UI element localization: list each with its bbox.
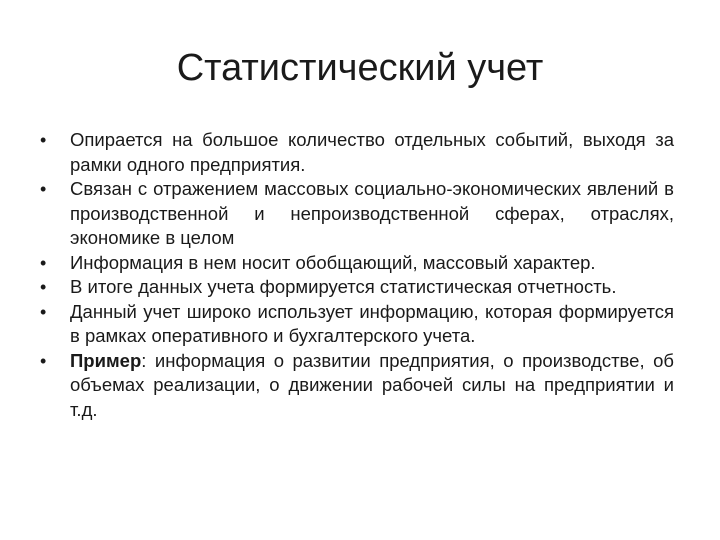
bullet-text: В итоге данных учета формируется статистическая отчетность. — [70, 276, 617, 297]
bullet-text: Опирается на большое количество отдельных событий, выходя за рамки одного предприятия. — [70, 129, 674, 175]
bullet-marker: • — [40, 350, 47, 371]
bullet-marker: • — [40, 301, 47, 322]
bullet-marker: • — [40, 252, 47, 273]
bullet-marker: • — [40, 277, 47, 297]
example-text: : информация о развитии предприятия, о производстве, об объемах реализации, о движении рабочей силы на предприятии и т.д. — [70, 349, 674, 420]
bullet-item — [38, 177, 674, 251]
example-term: Пример — [70, 349, 142, 371]
bullet-item — [38, 275, 674, 300]
slide-title: Статистический учет — [176, 47, 544, 89]
bullet-text — [70, 349, 674, 423]
bullet-item — [38, 349, 674, 423]
bullet-item — [38, 300, 674, 349]
bullet-item — [38, 251, 674, 276]
bullet-list — [38, 128, 674, 422]
bullet-text: Информация в нем носит обобщающий, массовый характер. — [70, 251, 596, 273]
bullet-item — [38, 128, 674, 177]
bullet-text: Связан с отражением массовых социально-экономических явлений в производственной и непроизводственной сферах, отраслях, экономике в целом — [70, 178, 674, 248]
bullet-marker: • — [40, 130, 47, 150]
bullet-text: Данный учет широко использует информацию, которая формируется в рамках оперативного и бухгалтерского учета. — [70, 300, 674, 346]
bullet-marker: • — [40, 179, 47, 199]
